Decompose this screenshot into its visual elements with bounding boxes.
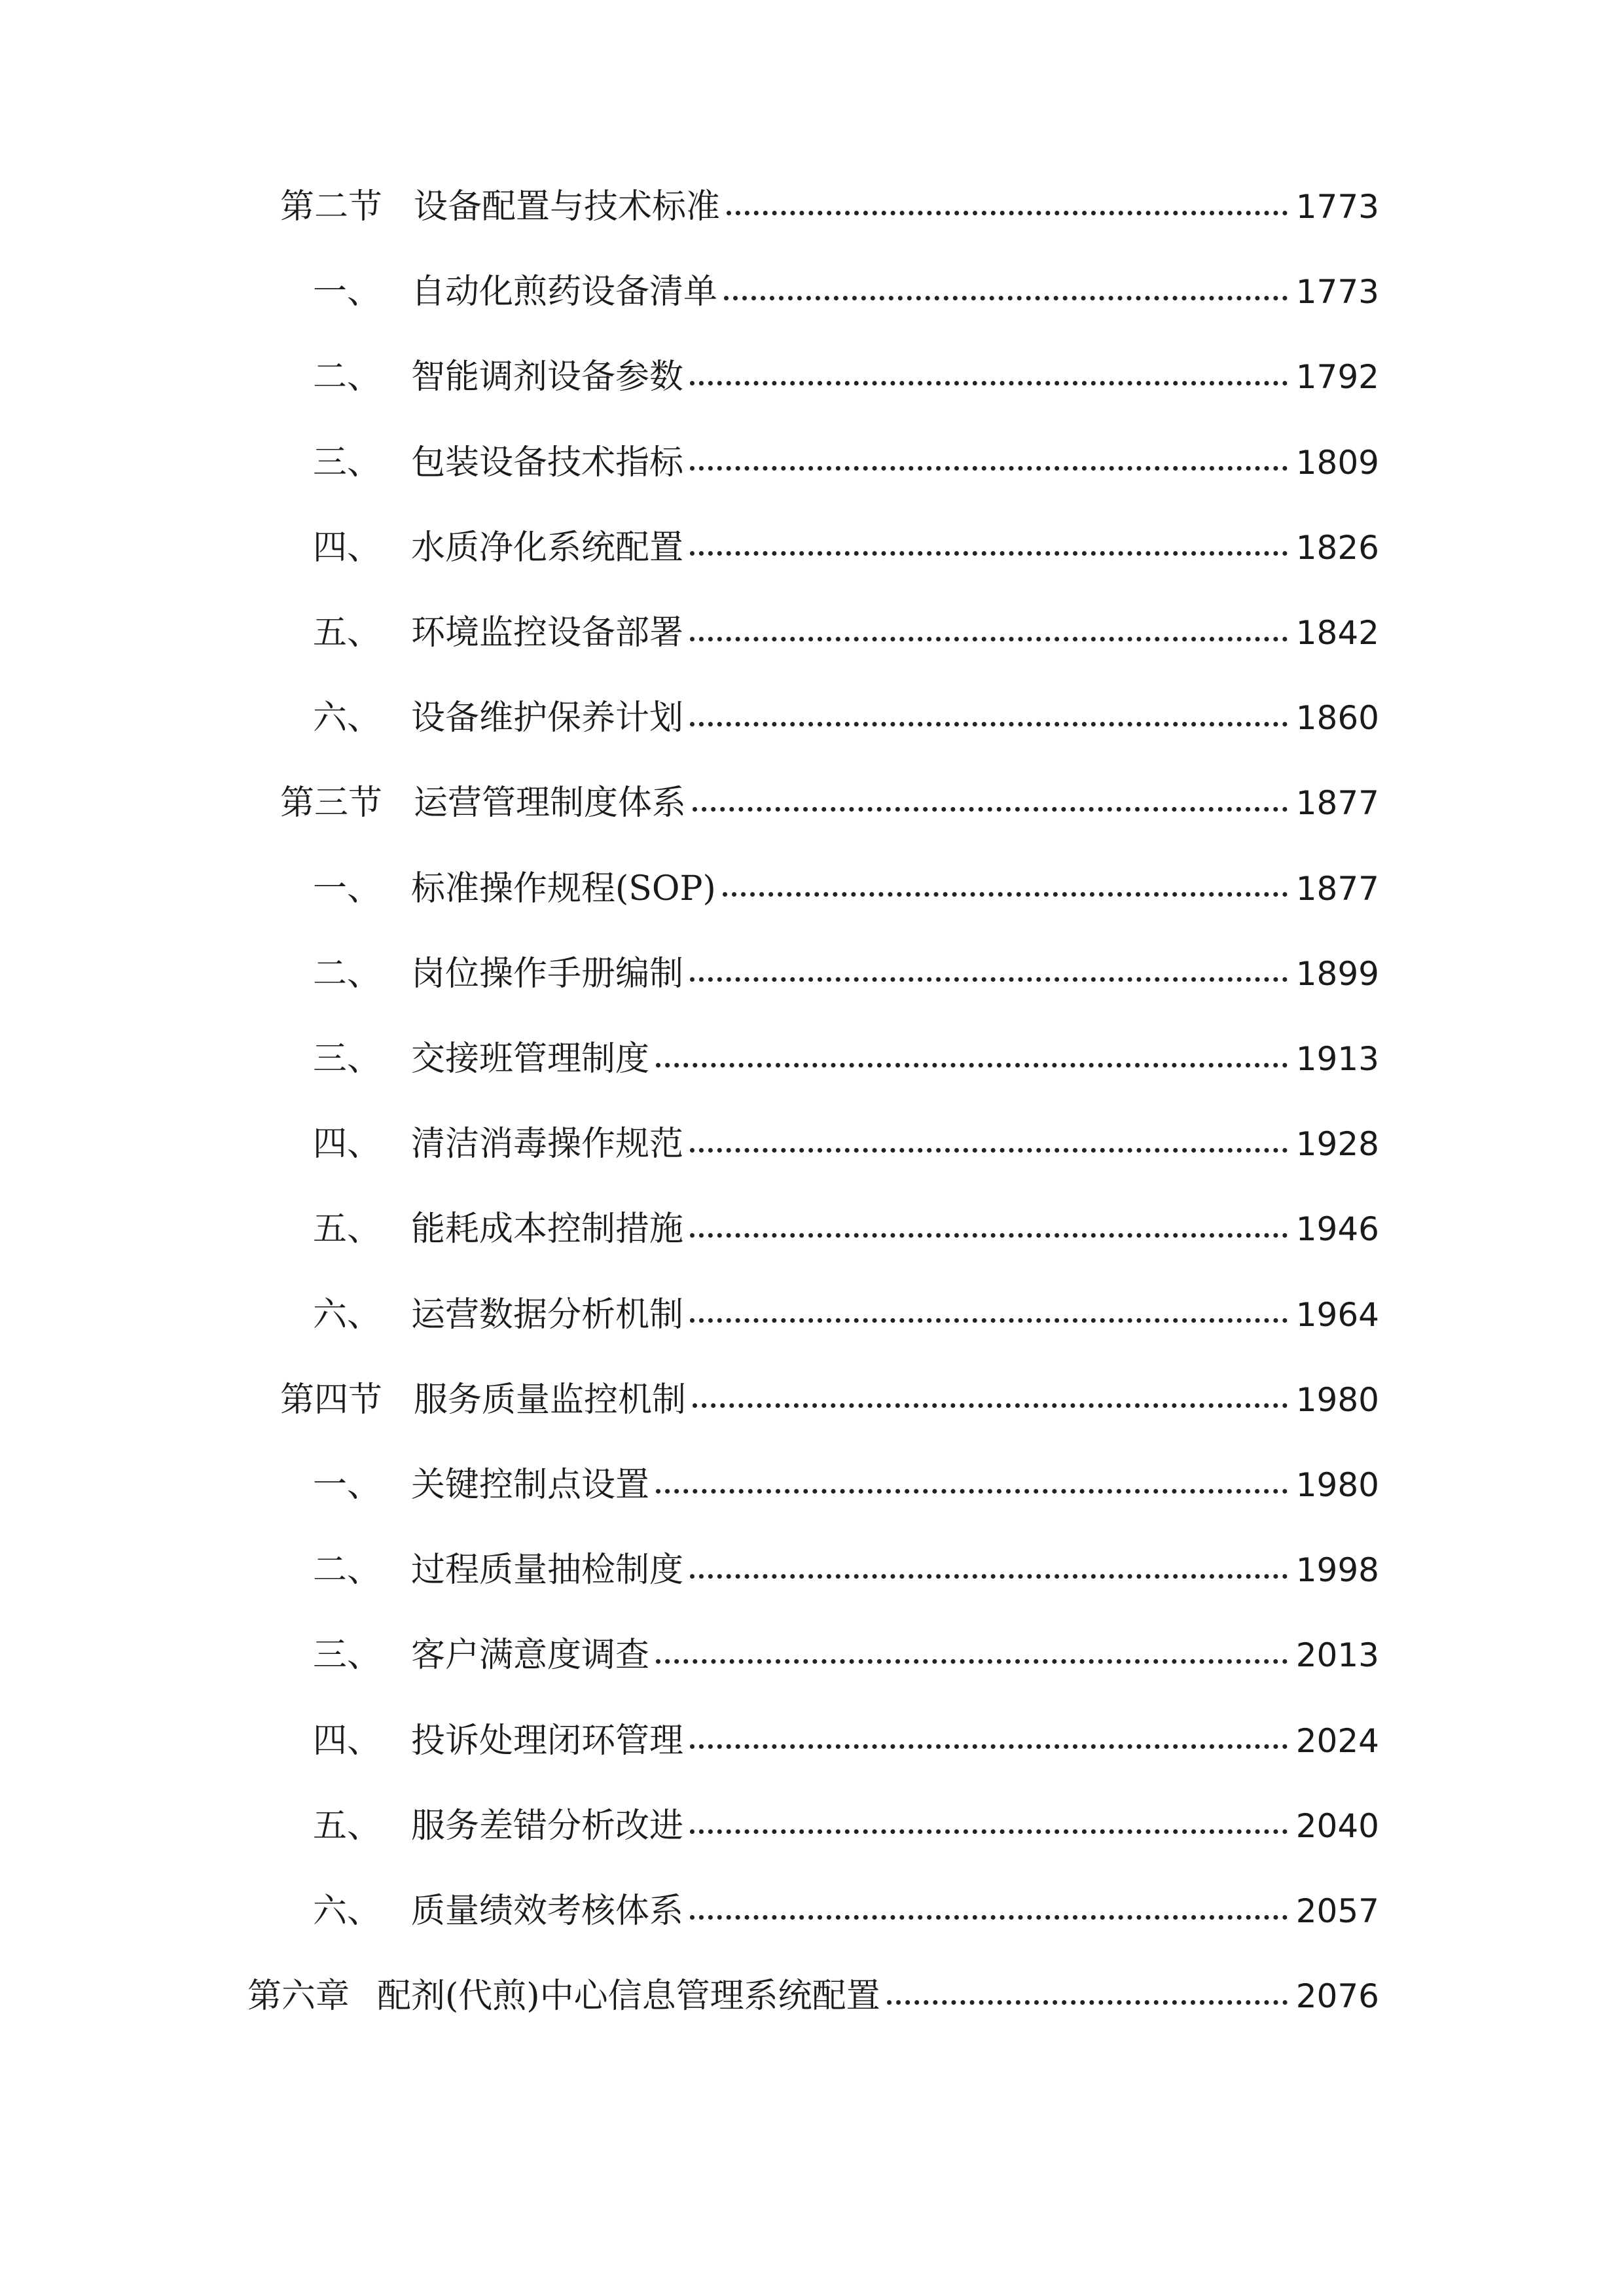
- toc-entry-item[interactable]: [0, 259, 1624, 325]
- dot-leader: [690, 1829, 1288, 1834]
- toc-entry-item[interactable]: [0, 1878, 1624, 1944]
- dot-leader: [690, 551, 1288, 556]
- dot-leader: [656, 1489, 1288, 1494]
- toc-entry-item[interactable]: [0, 430, 1624, 495]
- toc-entry-number: 六、: [313, 1295, 382, 1335]
- toc-entry-item[interactable]: [0, 1623, 1624, 1688]
- toc-entry-title: 岗位操作手册编制: [411, 954, 684, 994]
- toc-entry-number: 第三节: [280, 783, 383, 823]
- dot-leader: [690, 1915, 1288, 1920]
- toc-entry-title: 运营管理制度体系: [414, 783, 687, 823]
- toc-entry-title: 包装设备技术指标: [411, 442, 684, 482]
- toc-entry-number: 三、: [313, 1039, 382, 1079]
- toc-entry-number: 四、: [313, 528, 382, 567]
- toc-entry-page-number: 1877: [1295, 784, 1379, 823]
- toc-entry-item[interactable]: [0, 1026, 1624, 1092]
- toc-entry-page-number: 1809: [1295, 443, 1379, 482]
- toc-entry-page-number: 1842: [1295, 614, 1379, 652]
- toc-entry-title: 过程质量抽检制度: [411, 1551, 684, 1590]
- toc-entry-number: 六、: [313, 698, 382, 738]
- toc-entry-number: 二、: [313, 357, 382, 397]
- toc-entry-title: 智能调剂设备参数: [411, 357, 684, 397]
- dot-leader: [690, 1148, 1288, 1153]
- toc-entry-item[interactable]: [0, 856, 1624, 922]
- toc-entry-title: 关键控制点设置: [411, 1465, 650, 1505]
- toc-entry-number: 第二节: [280, 187, 383, 226]
- toc-entry-number: 二、: [313, 1551, 382, 1590]
- dot-leader: [690, 466, 1288, 471]
- toc-entry-title: 投诉处理闭环管理: [411, 1721, 684, 1761]
- toc-entry-title: 自动化煎药设备清单: [411, 272, 718, 312]
- dot-leader: [690, 1318, 1288, 1323]
- dot-leader: [656, 1659, 1288, 1664]
- dot-leader: [690, 637, 1288, 641]
- toc-entry-title: 设备配置与技术标准: [414, 187, 721, 226]
- toc-entry-page-number: 2024: [1295, 1721, 1379, 1760]
- toc-entry-title: 交接班管理制度: [411, 1039, 650, 1079]
- toc-entry-item[interactable]: [0, 344, 1624, 410]
- toc-entry-title: 水质净化系统配置: [411, 528, 684, 567]
- toc-entry-page-number: 2040: [1295, 1806, 1379, 1845]
- toc-entry-title: 质量绩效考核体系: [411, 1892, 684, 1931]
- toc-entry-number: 一、: [313, 272, 382, 312]
- toc-entry-page-number: 1773: [1295, 273, 1379, 312]
- toc-entry-section[interactable]: [0, 174, 1624, 240]
- toc-entry-number: 第六章: [247, 1977, 350, 2017]
- toc-entry-section[interactable]: [0, 1367, 1624, 1433]
- toc-entry-title: 清洁消毒操作规范: [411, 1124, 684, 1164]
- toc-entry-item[interactable]: [0, 1111, 1624, 1177]
- toc-entry-number: 五、: [313, 1806, 382, 1846]
- dot-leader: [656, 1063, 1288, 1067]
- toc-entry-item[interactable]: [0, 1537, 1624, 1603]
- toc-entry-number: 二、: [313, 954, 382, 994]
- toc-entry-number: 三、: [313, 1636, 382, 1676]
- toc-entry-section[interactable]: [0, 770, 1624, 836]
- toc-entry-number: 四、: [313, 1721, 382, 1761]
- toc-entry-title: 服务差错分析改进: [411, 1806, 684, 1846]
- toc-entry-item[interactable]: [0, 1452, 1624, 1518]
- toc-entry-number: 一、: [313, 869, 382, 908]
- dot-leader: [690, 977, 1288, 982]
- toc-entry-number: 五、: [313, 1210, 382, 1249]
- toc-entry-number: 五、: [313, 613, 382, 653]
- toc-entry-page-number: 2076: [1295, 1977, 1379, 2016]
- toc-entry-title: 配剂(代煎)中心信息管理系统配置: [377, 1977, 880, 2017]
- dot-leader: [690, 722, 1288, 726]
- toc-entry-page-number: 1899: [1295, 954, 1379, 993]
- toc-entry-item[interactable]: [0, 515, 1624, 581]
- dot-leader: [727, 211, 1288, 215]
- toc-entry-item[interactable]: [0, 600, 1624, 666]
- dot-leader: [887, 2000, 1288, 2005]
- dot-leader: [690, 1233, 1288, 1238]
- toc-entry-title: 运营数据分析机制: [411, 1295, 684, 1335]
- toc-entry-item[interactable]: [0, 1196, 1624, 1262]
- toc-entry-page-number: 1826: [1295, 528, 1379, 567]
- toc-entry-number: 第四节: [280, 1380, 383, 1420]
- toc-entry-title: 客户满意度调查: [411, 1636, 650, 1676]
- toc-entry-number: 三、: [313, 442, 382, 482]
- toc-entry-page-number: 1980: [1295, 1466, 1379, 1504]
- toc-entry-item[interactable]: [0, 685, 1624, 751]
- toc-entry-page-number: 2013: [1295, 1636, 1379, 1675]
- toc-entry-title: 标准操作规程(SOP): [411, 869, 716, 908]
- toc-entry-page-number: 1946: [1295, 1210, 1379, 1249]
- toc-entry-page-number: 1998: [1295, 1551, 1379, 1590]
- dot-leader: [693, 807, 1288, 812]
- toc-entry-page-number: 1913: [1295, 1040, 1379, 1078]
- toc-entry-page-number: 1773: [1295, 188, 1379, 226]
- toc-entry-title: 设备维护保养计划: [411, 698, 684, 738]
- toc-entry-page-number: 1964: [1295, 1295, 1379, 1334]
- dot-leader: [693, 1403, 1288, 1408]
- toc-entry-number: 六、: [313, 1892, 382, 1931]
- dot-leader: [690, 381, 1288, 386]
- toc-entry-item[interactable]: [0, 941, 1624, 1007]
- toc-entry-chapter[interactable]: [0, 1964, 1624, 2029]
- toc-entry-page-number: 1792: [1295, 358, 1379, 397]
- dot-leader: [723, 892, 1288, 897]
- toc-entry-page-number: 1860: [1295, 699, 1379, 738]
- toc-entry-page-number: 2057: [1295, 1892, 1379, 1930]
- dot-leader: [690, 1744, 1288, 1749]
- toc-entry-number: 一、: [313, 1465, 382, 1505]
- toc-entry-page-number: 1928: [1295, 1125, 1379, 1164]
- dot-leader: [724, 296, 1288, 300]
- toc-entry-page-number: 1980: [1295, 1380, 1379, 1419]
- toc-entry-number: 四、: [313, 1124, 382, 1164]
- toc-entry-title: 能耗成本控制措施: [411, 1210, 684, 1249]
- toc-entry-item[interactable]: [0, 1708, 1624, 1774]
- toc-entry-item[interactable]: [0, 1282, 1624, 1348]
- toc-entry-item[interactable]: [0, 1793, 1624, 1859]
- toc-entry-title: 服务质量监控机制: [414, 1380, 687, 1420]
- toc-entry-page-number: 1877: [1295, 869, 1379, 908]
- dot-leader: [690, 1574, 1288, 1579]
- toc-entry-title: 环境监控设备部署: [411, 613, 684, 653]
